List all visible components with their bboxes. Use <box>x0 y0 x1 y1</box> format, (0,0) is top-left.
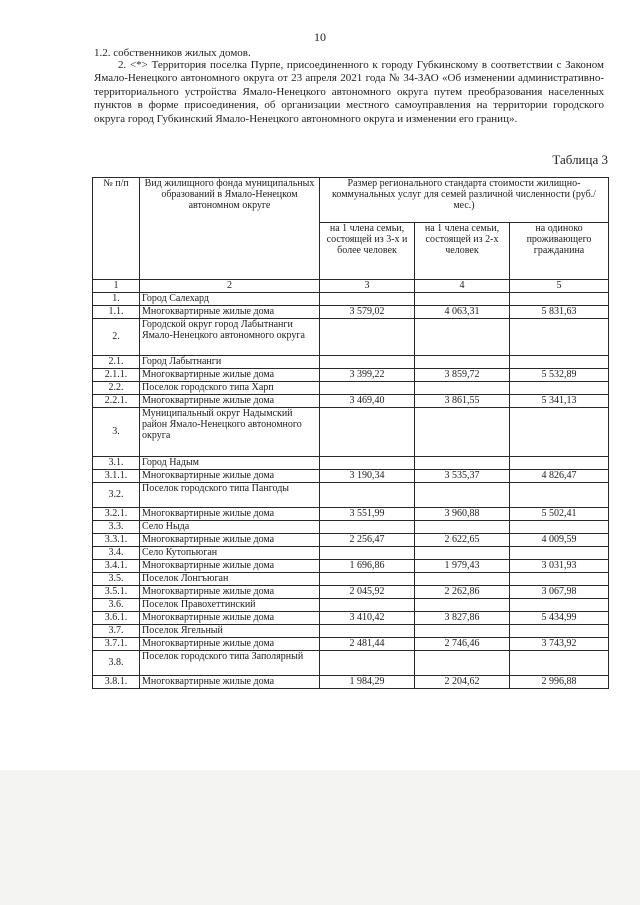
table-row <box>93 470 609 483</box>
row-value-family-3plus: 1 984,29 <box>320 676 415 689</box>
row-value-family-2 <box>415 651 510 676</box>
row-number: 2.1.1. <box>93 369 140 382</box>
row-value-single: 2 996,88 <box>510 676 609 689</box>
row-housing-type: Многоквартирные жилые дома <box>140 560 320 573</box>
row-number: 3.3.1. <box>93 534 140 547</box>
row-value-single <box>510 408 609 457</box>
row-housing-type: Многоквартирные жилые дома <box>140 369 320 382</box>
row-number: 2.2.1. <box>93 395 140 408</box>
row-number: 3.1. <box>93 457 140 470</box>
row-value-single: 4 009,59 <box>510 534 609 547</box>
row-value-family-2: 2 262,86 <box>415 586 510 599</box>
table-header-row <box>93 178 609 223</box>
row-number: 3.7. <box>93 625 140 638</box>
row-value-family-2 <box>415 521 510 534</box>
row-housing-type: Многоквартирные жилые дома <box>140 638 320 651</box>
table-row <box>93 586 609 599</box>
row-value-single <box>510 457 609 470</box>
row-value-single <box>510 547 609 560</box>
row-value-family-3plus <box>320 408 415 457</box>
column-index: 4 <box>415 280 510 293</box>
row-value-single <box>510 599 609 612</box>
row-value-family-2 <box>415 457 510 470</box>
row-housing-type: Село Ныда <box>140 521 320 534</box>
row-value-family-2 <box>415 408 510 457</box>
table-row <box>93 293 609 306</box>
table-row <box>93 676 609 689</box>
row-housing-type: Многоквартирные жилые дома <box>140 586 320 599</box>
row-value-family-3plus: 3 579,02 <box>320 306 415 319</box>
row-value-family-3plus: 2 256,47 <box>320 534 415 547</box>
row-value-family-2: 2 746,46 <box>415 638 510 651</box>
row-number: 3.2.1. <box>93 508 140 521</box>
row-number: 3.4.1. <box>93 560 140 573</box>
row-value-family-2 <box>415 625 510 638</box>
row-value-single: 5 831,63 <box>510 306 609 319</box>
row-value-family-3plus: 1 696,86 <box>320 560 415 573</box>
row-housing-type: Поселок Правохеттинский <box>140 599 320 612</box>
row-housing-type: Город Салехард <box>140 293 320 306</box>
row-number: 2.2. <box>93 382 140 395</box>
row-housing-type: Многоквартирные жилые дома <box>140 395 320 408</box>
row-number: 3.3. <box>93 521 140 534</box>
row-number: 1.1. <box>93 306 140 319</box>
row-value-single <box>510 521 609 534</box>
row-value-single <box>510 625 609 638</box>
row-housing-type: Поселок Лонгъюган <box>140 573 320 586</box>
table-row <box>93 625 609 638</box>
header-family-3plus: на 1 члена семьи, состоящей из 3-х и более человек <box>320 223 415 280</box>
row-value-family-2 <box>415 293 510 306</box>
row-value-single: 5 532,89 <box>510 369 609 382</box>
row-housing-type: Многоквартирные жилые дома <box>140 470 320 483</box>
row-value-family-3plus <box>320 293 415 306</box>
row-number: 3. <box>93 408 140 457</box>
row-number: 3.5. <box>93 573 140 586</box>
row-housing-type: Муниципальный округ Надымский район Ямало-Ненецкого автономного округа <box>140 408 320 457</box>
row-value-single <box>510 573 609 586</box>
table-row <box>93 599 609 612</box>
row-value-single: 5 341,13 <box>510 395 609 408</box>
row-value-family-3plus <box>320 356 415 369</box>
table-row <box>93 457 609 470</box>
row-housing-type: Многоквартирные жилые дома <box>140 676 320 689</box>
table-row <box>93 408 609 457</box>
row-value-family-3plus: 3 410,42 <box>320 612 415 625</box>
row-number: 3.7.1. <box>93 638 140 651</box>
table-row <box>93 306 609 319</box>
row-value-family-3plus <box>320 599 415 612</box>
row-value-family-2: 2 622,65 <box>415 534 510 547</box>
row-housing-type: Поселок городского типа Заполярный <box>140 651 320 676</box>
paragraph-footnote: 2. <*> Территория поселка Пурпе, присоединенного к городу Губкинскому в соответствии с Законом Ямало-Ненецкого автономного округа от 23 апреля 2021 года № 34-ЗАО «Об изменении административно-территориального устройства Ямало-Ненецкого автономного округа путем преобразования населенных пунктов в форме присоединения, об организации местного самоуправления на территории городского округа город Губкинский Ямало-Ненецкого автономного округа и изменении его границ». <box>94 59 604 125</box>
row-value-family-2: 3 960,88 <box>415 508 510 521</box>
row-value-single <box>510 293 609 306</box>
row-housing-type: Поселок Ягельный <box>140 625 320 638</box>
row-value-family-3plus <box>320 573 415 586</box>
table-row <box>93 560 609 573</box>
table-row <box>93 638 609 651</box>
row-number: 3.6.1. <box>93 612 140 625</box>
standards-table <box>92 177 609 689</box>
row-value-family-2 <box>415 599 510 612</box>
row-value-family-2 <box>415 319 510 356</box>
row-number: 3.8.1. <box>93 676 140 689</box>
table-row <box>93 395 609 408</box>
row-value-single <box>510 483 609 508</box>
row-housing-type: Городской округ город Лабытнанги Ямало-Ненецкого автономного округа <box>140 319 320 356</box>
row-housing-type: Город Лабытнанги <box>140 356 320 369</box>
table-caption: Таблица 3 <box>552 152 608 167</box>
page-number: 10 <box>314 30 326 44</box>
row-value-single: 3 743,92 <box>510 638 609 651</box>
row-value-family-2 <box>415 356 510 369</box>
row-value-family-3plus: 3 399,22 <box>320 369 415 382</box>
row-value-family-3plus <box>320 625 415 638</box>
row-value-family-3plus: 2 481,44 <box>320 638 415 651</box>
table-row <box>93 612 609 625</box>
row-number: 3.8. <box>93 651 140 676</box>
row-number: 3.2. <box>93 483 140 508</box>
table-row <box>93 319 609 356</box>
row-housing-type: Поселок городского типа Харп <box>140 382 320 395</box>
row-value-family-2 <box>415 483 510 508</box>
row-value-family-3plus: 3 469,40 <box>320 395 415 408</box>
row-value-family-2: 4 063,31 <box>415 306 510 319</box>
column-index: 2 <box>140 280 320 293</box>
row-value-family-3plus <box>320 547 415 560</box>
row-value-family-3plus: 3 190,34 <box>320 470 415 483</box>
row-number: 3.4. <box>93 547 140 560</box>
row-housing-type: Многоквартирные жилые дома <box>140 508 320 521</box>
row-value-family-3plus <box>320 483 415 508</box>
column-index-row <box>93 280 609 293</box>
header-number: № п/п <box>93 178 140 280</box>
table-row <box>93 651 609 676</box>
row-number: 3.6. <box>93 599 140 612</box>
row-value-family-3plus <box>320 319 415 356</box>
row-value-family-2 <box>415 573 510 586</box>
row-housing-type: Село Кутопьюган <box>140 547 320 560</box>
row-value-family-3plus <box>320 382 415 395</box>
row-value-family-2: 3 861,55 <box>415 395 510 408</box>
table-row <box>93 521 609 534</box>
row-number: 2.1. <box>93 356 140 369</box>
header-housing-type: Вид жилищного фонда муниципальных образований в Ямало-Ненецком автономном округе <box>140 178 320 280</box>
row-number: 1. <box>93 293 140 306</box>
row-value-family-3plus <box>320 651 415 676</box>
table-row <box>93 508 609 521</box>
row-value-family-3plus <box>320 457 415 470</box>
row-value-family-2: 1 979,43 <box>415 560 510 573</box>
column-index: 3 <box>320 280 415 293</box>
row-housing-type: Поселок городского типа Пангоды <box>140 483 320 508</box>
column-index: 5 <box>510 280 609 293</box>
row-value-family-2 <box>415 547 510 560</box>
row-number: 3.5.1. <box>93 586 140 599</box>
row-housing-type: Многоквартирные жилые дома <box>140 306 320 319</box>
row-value-single <box>510 319 609 356</box>
row-housing-type: Многоквартирные жилые дома <box>140 612 320 625</box>
row-value-family-2 <box>415 382 510 395</box>
row-value-family-2: 3 827,86 <box>415 612 510 625</box>
row-value-family-2: 3 859,72 <box>415 369 510 382</box>
table-row <box>93 382 609 395</box>
row-housing-type: Многоквартирные жилые дома <box>140 534 320 547</box>
header-standard-size: Размер регионального стандарта стоимости жилищно-коммунальных услуг для семей различной численности (руб./мес.) <box>320 178 609 223</box>
paragraph-item-1-2: 1.2. собственников жилых домов. <box>94 47 251 59</box>
row-housing-type: Город Надым <box>140 457 320 470</box>
row-value-single <box>510 356 609 369</box>
table-row <box>93 369 609 382</box>
row-value-single: 5 502,41 <box>510 508 609 521</box>
row-value-single: 3 031,93 <box>510 560 609 573</box>
table-row <box>93 573 609 586</box>
row-value-family-3plus: 2 045,92 <box>320 586 415 599</box>
table-row <box>93 547 609 560</box>
row-value-single: 5 434,99 <box>510 612 609 625</box>
row-number: 2. <box>93 319 140 356</box>
header-family-2: на 1 члена семьи, состоящей из 2-х человек <box>415 223 510 280</box>
header-single: на одиноко проживающего гражданина <box>510 223 609 280</box>
table-row <box>93 356 609 369</box>
column-index: 1 <box>93 280 140 293</box>
table-row <box>93 483 609 508</box>
row-value-family-2: 3 535,37 <box>415 470 510 483</box>
table-body <box>93 178 609 689</box>
row-value-single <box>510 651 609 676</box>
row-number: 3.1.1. <box>93 470 140 483</box>
row-value-single: 4 826,47 <box>510 470 609 483</box>
row-value-single <box>510 382 609 395</box>
row-value-family-3plus: 3 551,99 <box>320 508 415 521</box>
row-value-single: 3 067,98 <box>510 586 609 599</box>
row-value-family-3plus <box>320 521 415 534</box>
table-row <box>93 534 609 547</box>
row-value-family-2: 2 204,62 <box>415 676 510 689</box>
